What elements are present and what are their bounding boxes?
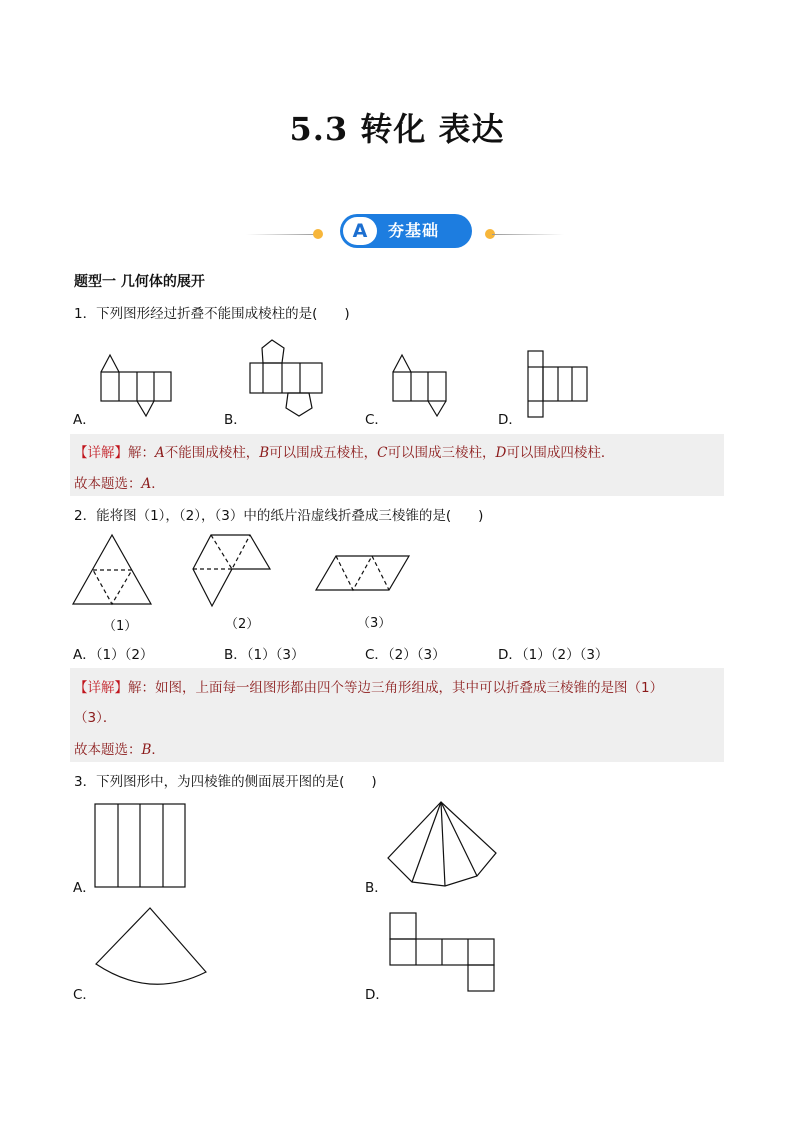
- q3-option-a: A．: [73, 880, 96, 896]
- answer-tag: 【详解】: [74, 445, 128, 461]
- q1-option-b: B．: [224, 412, 247, 428]
- q1-answer-line1: 【详解】解：A不能围成棱柱，B可以围成五棱柱，C可以围成三棱柱，D可以围成四棱柱．: [74, 445, 615, 461]
- q1-answer-box: [70, 434, 724, 496]
- banner-line-left: [246, 234, 318, 235]
- q2-answer-box: [70, 668, 724, 762]
- banner-line-right: [492, 234, 564, 235]
- q1-option-d: D．: [498, 412, 522, 428]
- section-banner: [340, 214, 472, 248]
- q2-stem: 2．能将图（1），（2），（3）中的纸片沿虚线折叠成三棱锥的是( ): [74, 508, 484, 524]
- q2-answer-line2: （3）．: [74, 710, 117, 726]
- q2-figure-2-label: （2）: [225, 617, 260, 632]
- q2-figure-1-label: （1）: [103, 619, 138, 634]
- q3-option-c: C．: [73, 987, 96, 1003]
- q1-stem: 1．下列图形经过折叠不能围成棱柱的是( ): [74, 306, 350, 322]
- banner-dot-left: [313, 229, 323, 239]
- q1-option-a: A．: [73, 412, 96, 428]
- banner-letter: A: [343, 217, 377, 245]
- q2-option-b: B．（1）（3）: [224, 647, 305, 663]
- q3-option-d: D．: [365, 987, 389, 1003]
- q2-option-d: D．（1）（2）（3）: [498, 647, 609, 663]
- section-heading: 题型一 几何体的展开: [74, 274, 205, 290]
- q1-answer-line2: 故本题选：A．: [74, 476, 165, 492]
- q2-option-c: C．（2）（3）: [365, 647, 446, 663]
- page-title: 5.3 转化 表达: [289, 110, 505, 148]
- q3-stem: 3．下列图形中，为四棱锥的侧面展开图的是( ): [74, 774, 377, 790]
- q2-answer-line3: 故本题选：B．: [74, 742, 165, 758]
- q1-option-c: C．: [365, 412, 388, 428]
- q2-answer-line1: 【详解】解：如图，上面每一组图形都由四个等边三角形组成，其中可以折叠成三棱锥的是图（1）: [74, 680, 664, 696]
- q3-option-b: B．: [365, 880, 388, 896]
- banner-text: 夯基础: [388, 221, 440, 240]
- q2-figure-3-label: （3）: [357, 616, 392, 631]
- q2-option-a: A．（1）（2）: [73, 647, 154, 663]
- q3-figure-d: [0, 0, 1, 1]
